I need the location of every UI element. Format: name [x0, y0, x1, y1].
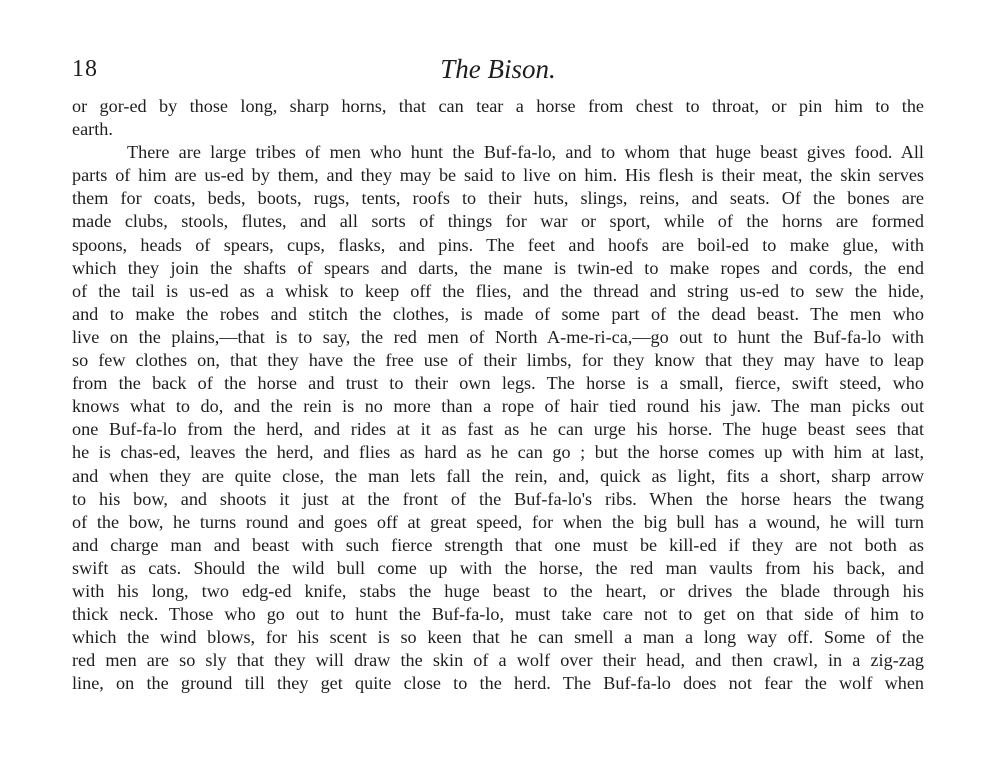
text-line: knows what to do, and the rein is no more than a rope of hair tied round his jaw. The man picks out: [72, 396, 924, 417]
text-line: live on the plains,—that is to say, the red men of North A-me-ri-ca,—go out to hunt the Buf-fa-lo with: [72, 326, 924, 347]
text-line: one Buf-fa-lo from the herd, and rides at it as fast as he can urge his horse. The huge beast sees that: [72, 419, 924, 440]
running-title: The Bison.: [440, 54, 556, 84]
text-line: There are large tribes of men who hunt the Buf-fa-lo, and to whom that huge beast gives food. All: [127, 142, 924, 163]
text-line: from the back of the horse and trust to their own legs. The horse is a small, fierce, swift steed, who: [72, 373, 924, 394]
text-line: parts of him are us-ed by them, and they may be said to live on him. His flesh is their meat, the skin serves: [72, 165, 924, 186]
text-line: red men are so sly that they will draw the skin of a wolf over their head, and then crawl, in a zig-zag: [72, 650, 924, 671]
text-line: of the bow, he turns round and goes off at great speed, for when the big bull has a wound, he will turn: [72, 511, 924, 532]
text-line: earth.: [72, 119, 113, 140]
text-line: and to make the robes and stitch the clothes, is made of some part of the dead beast. The men who: [72, 303, 924, 324]
text-line: of the tail is us-ed as a whisk to keep off the flies, and the thread and string us-ed to sew the hide,: [72, 280, 924, 301]
text-line: to his bow, and shoots it just at the front of the Buf-fa-lo's ribs. When the horse hears the twang: [72, 488, 924, 509]
text-line: them for coats, beds, boots, rugs, tents, roofs to their huts, slings, reins, and seats. Of the bones are: [72, 188, 924, 209]
text-line: which they join the shafts of spears and darts, the mane is twin-ed to make ropes and cords, the end: [72, 257, 924, 278]
text-line: line, on the ground till they get quite close to the herd. The Buf-fa-lo does not fear the wolf when: [72, 673, 924, 694]
text-line: made clubs, stools, flutes, and all sorts of things for war or sport, while of the horns are formed: [72, 211, 924, 232]
text-line: so few clothes on, that they have the free use of their limbs, for they know that they may have to leap: [72, 350, 924, 371]
text-line: he is chas-ed, leaves the herd, and flies as hard as he can go ; but the horse comes up with him at last,: [72, 442, 924, 463]
text-line: spoons, heads of spears, cups, flasks, and pins. The feet and hoofs are boil-ed to make glue, with: [72, 234, 924, 255]
text-line: which the wind blows, for his scent is so keen that he can smell a man a long way off. Some of the: [72, 627, 924, 648]
body-text: [72, 95, 924, 695]
page-number: 18: [72, 56, 98, 82]
text-line: with his long, two edg-ed knife, stabs the huge beast to the heart, or drives the blade through his: [72, 580, 924, 601]
text-line: and charge man and beast with such fierce strength that one must be kill-ed if they are not both as: [72, 534, 924, 555]
text-line: swift as cats. Should the wild bull come up with the horse, the red man vaults from his back, and: [72, 557, 924, 578]
text-line: thick neck. Those who go out to hunt the Buf-fa-lo, must take care not to get on that side of him to: [72, 604, 924, 625]
text-line: and when they are quite close, the man lets fall the rein, and, quick as light, fits a short, sharp arrow: [72, 465, 924, 486]
page-header: [72, 54, 924, 90]
text-line: or gor-ed by those long, sharp horns, that can tear a horse from chest to throat, or pin him to the: [72, 96, 924, 116]
